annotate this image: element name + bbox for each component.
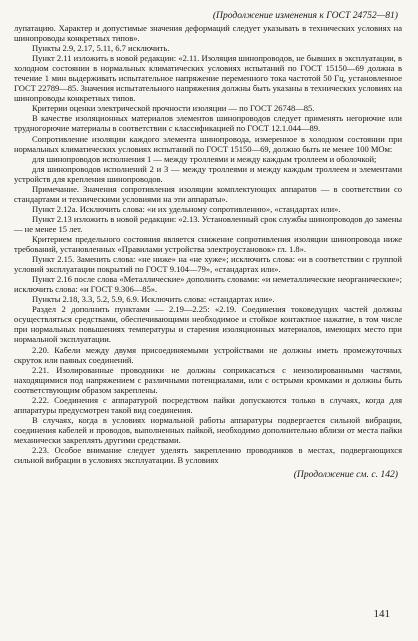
continuation-note: (Продолжение см. с. 142) xyxy=(293,469,398,481)
paragraph: 2.22. Соединения с аппаратурой посредством пайки допускаются только в случаях, когда для аппаратуры предусмотрен такой вид соединения. xyxy=(14,394,402,415)
paragraph: В качестве изоляционных материалов элементов шинопроводов следует применять негорючие или трудногорючие материалы в соответствии с классификацией по ГОСТ 12.1.044—89. xyxy=(14,113,402,134)
paragraph: Пункт 2.13 изложить в новой редакции: «2.13. Установленный срок службы шинопроводов до замены — не менее 15 лет. xyxy=(14,213,402,234)
paragraph: Пункт 2.11 изложить в новой редакции: «2.11. Изоляция шинопроводов, не бывших в эксплуатации, в холодном состоянии в нормальных климатических условиях испытаний по ГОСТ 15150—69 должна в течение 1 мин выдерживать испытательное напряжение переменного тока частотой 50 Гц, установленное ГОСТ 22789—85. Значения испытательного напряжения должны быть указаны в технических условиях на шинопроводы конкретных типов. xyxy=(14,53,402,104)
paragraph: 2.20. Кабели между двумя присоединяемыми устройствами не должны иметь промежуточных скруток или паяных соединений. xyxy=(14,344,402,365)
paragraph: Примечание. Значения сопротивления изоляции комплектующих аппаратов — в соответствии со стандартами и техническими условиями на эти аппараты». xyxy=(14,183,402,204)
paragraph: Раздел 2 дополнить пунктами — 2.19—2.25: «2.19. Соединения токоведущих частей должны осуществляться средствами, обеспечивающими необходимое и стойкое контактное нажатие, в том числе при нормальных повышениях температуры и старения изоляционных материалов, имеющих место при нормальной эксплуатации. xyxy=(14,304,402,345)
paragraph: Пункт 2.16 после слова «Металлические» дополнить словами: «и неметаллические неорганические»; исключить слова: «и ГОСТ 9.306—85». xyxy=(14,274,402,295)
paragraph: 2.23. Особое внимание следует уделять закреплению проводников в местах, подвергающихся сильной вибрации в условиях эксплуатации. В условиях xyxy=(14,444,402,466)
paragraph: Пункты 2.9, 2.17, 5.11, 6.7 исключить. xyxy=(32,43,170,54)
paragraph: В случаях, когда в условиях нормальной работы аппаратуры подвергается сильной вибрации, соединения кабелей и проводов, выполненных пайкой, необходимо дополнительно вблизи от места пайки механически закреплять другими средствами. xyxy=(14,414,402,445)
paragraph: Пункт 2.15. Заменить слова: «не ниже» на «не хуже»; исключить слова: «и в соответствии с группой условий эксплуатации покрытий по ГОСТ 9.104—79», «стандартах или». xyxy=(14,254,402,275)
paragraph: Сопротивление изоляции каждого элемента шинопровода, измеренное в холодном состоянии при нормальных климатических условиях испытаний по ГОСТ 15150—69, должно быть не менее 100 МОм: xyxy=(14,133,402,154)
paragraph: лупатацию. Характер и допустимые значения деформаций следует указывать в технических условиях на шинопроводы конкретных типов». xyxy=(14,23,402,44)
paragraph: для шинопроводов исполнения 1 — между троллеями и между каждым троллеем и оболочкой; xyxy=(32,153,377,164)
paragraph: Критерием предельного состояния является снижение сопротивления изоляции шинопровода ниже требований, установленных «Правилами устройства электроустановок» гл. 1.8». xyxy=(14,233,402,255)
paragraph: для шинопроводов исполнений 2 и 3 — между троллеями и между каждым троллеем и элементами устройств для крепления шинопроводов. xyxy=(14,163,402,184)
paragraph: Пункты 2.18, 3.3, 5.2, 5.9, 6.9. Исключить слова: «стандартах или». xyxy=(32,294,275,305)
paragraph: Критерии оценки электрической прочности изоляции — по ГОСТ 26748—85. xyxy=(32,103,315,114)
paragraph: 2.21. Изолированные проводники не должны соприкасаться с неизолированными частями, находящимися под напряжением с различными потенциалами, или с острыми кромками и должны быть соответствующим образом закреплены. xyxy=(14,364,402,395)
running-header: (Продолжение изменения к ГОСТ 24752—81) xyxy=(212,10,398,21)
body-text xyxy=(14,23,402,465)
page-number: 141 xyxy=(373,608,390,620)
paragraph: Пункт 2.12а. Исключить слова: «и их удельному сопротивлению», «стандартах или». xyxy=(32,203,341,214)
